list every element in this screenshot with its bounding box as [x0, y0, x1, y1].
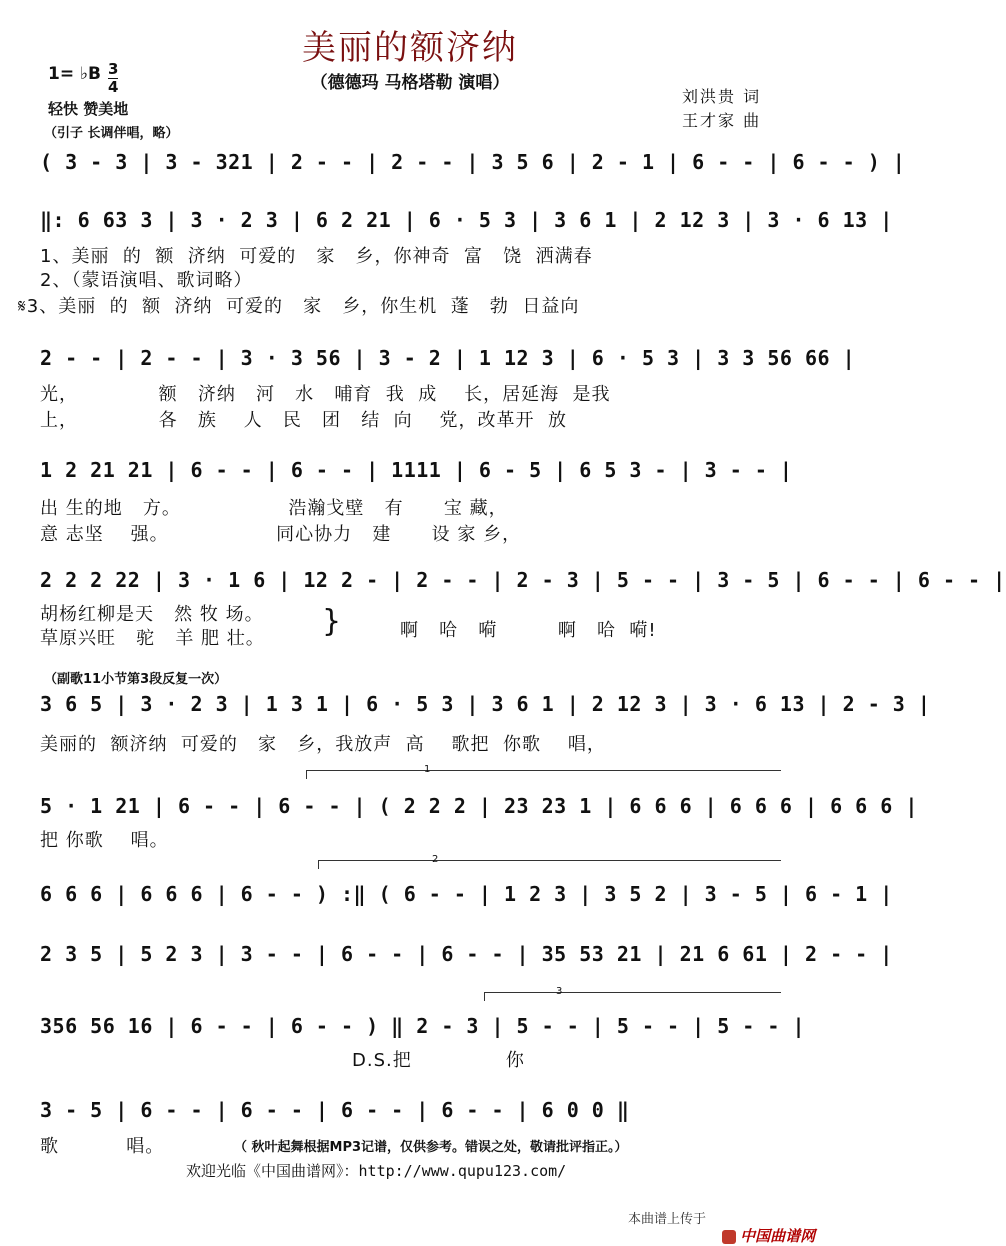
score-line-2: ‖: 6 63 3 | 3 · 2 3 | 6 2 21 | 6 · 5 3 | 3 6 1 | 2 12 3 | 3 · 6 13 | [40, 208, 893, 232]
lyric-line-5a: 胡杨红柳是天 然 牧 场。 [40, 604, 264, 625]
uploaded-note: 本曲谱上传于 [628, 1212, 707, 1227]
volta-number-1: 1 [424, 764, 431, 775]
score-line-4: 1 2 21 21 | 6 - - | 6 - - | 1111 | 6 - 5 | 6 5 3 - | 3 - - | [40, 458, 793, 482]
performers: （德德玛 马格塔勒 演唱） [310, 73, 510, 93]
lyric-line-2c: 𝄋3、美丽 的 额 济纳 可爱的 家 乡，你生机 蓬 勃 日益向 [18, 296, 580, 317]
volta-bracket-2 [318, 860, 781, 869]
site-logo[interactable] [712, 1206, 815, 1246]
key-signature: 1= ♭B [48, 64, 101, 84]
lyric-line-5b: 草原兴旺 驼 羊 肥 壮。 [40, 628, 265, 649]
score-line-9: 2 3 5 | 5 2 3 | 3 - - | 6 - - | 6 - - | 35 53 21 | 21 6 61 | 2 - - | [40, 942, 893, 966]
score-line-11: 3 - 5 | 6 - - | 6 - - | 6 - - | 6 - - | 6 0 0 ‖ [40, 1098, 630, 1122]
lyric-line-6: 美丽的 额济纳 可爱的 家 乡，我放声 高 歌把 你歌 唱， [40, 734, 606, 755]
refrain-brace: } [322, 604, 342, 639]
refrain-lyric: 啊 哈 嗬 啊 哈 嗬! [400, 620, 657, 641]
intro-note: （引子 长调伴唱，略） [44, 126, 179, 141]
tempo-marking: 轻快 赞美地 [48, 100, 129, 118]
lyricist: 刘洪贵 词 [682, 87, 762, 106]
volta-bracket-3 [484, 992, 781, 1001]
repeat-note: （副歌11小节第3段反复一次） [44, 672, 228, 687]
volta-number-2: 2 [432, 854, 439, 865]
lyric-line-3b: 上， 各 族 人 民 团 结 向 党，改革开 放 [40, 410, 567, 431]
lyric-line-3a: 光， 额 济纳 河 水 哺育 我 成 长，居延海 是我 [40, 384, 611, 405]
volta-bracket-1 [306, 770, 781, 779]
lyric-line-2b: 2、（蒙语演唱、歌词略） [40, 270, 253, 291]
lyric-line-7: 把 你歌 唱。 [40, 830, 169, 851]
lyric-line-4a: 出 生的地 方。 浩瀚戈壁 有 宝 藏， [40, 498, 508, 519]
score-line-8: 6 6 6 | 6 6 6 | 6 - - ) :‖ ( 6 - - | 1 2 3 | 3 5 2 | 3 - 5 | 6 - 1 | [40, 882, 893, 906]
score-line-1: ( 3 - 3 | 3 - 321 | 2 - - | 2 - - | 3 5 6 | 2 - 1 | 6 - - | 6 - - ) | [40, 150, 906, 174]
end-lyric: 歌 唱。 [40, 1136, 165, 1157]
logo-icon [722, 1230, 736, 1244]
composer: 王才家 曲 [682, 111, 762, 130]
score-line-7: 5 · 1 21 | 6 - - | 6 - - | ( 2 2 2 | 23 23 1 | 6 6 6 | 6 6 6 | 6 6 6 | [40, 794, 918, 818]
song-title: 美丽的额济纳 [302, 28, 518, 68]
lyric-line-4b: 意 志坚 强。 同心协力 建 设 家 乡， [40, 524, 522, 545]
score-line-5: 2 2 2 22 | 3 · 1 6 | 12 2 - | 2 - - | 2 - 3 | 5 - - | 3 - 5 | 6 - - | 6 - - | [40, 568, 1006, 592]
time-signature-top: 3 [108, 60, 119, 78]
ds-lyric: D.S.把 你 [352, 1050, 525, 1071]
score-line-10: 356 56 16 | 6 - - | 6 - - ) ‖ 2 - 3 | 5 - - | 5 - - | 5 - - | [40, 1014, 806, 1038]
score-line-6: 3 6 5 | 3 · 2 3 | 1 3 1 | 6 · 5 3 | 3 6 1 | 2 12 3 | 3 · 6 13 | 2 - 3 | [40, 692, 931, 716]
score-line-3: 2 - - | 2 - - | 3 · 3 56 | 3 - 2 | 1 12 3 | 6 · 5 3 | 3 3 56 66 | [40, 346, 856, 370]
time-signature-bottom: 4 [108, 78, 119, 96]
logo-text: 中国曲谱网 [740, 1227, 816, 1245]
transcription-comment: （ 秋叶起舞根据MP3记谱，仅供参考。错误之处，敬请批评指正。） [234, 1140, 628, 1155]
welcome-link[interactable]: 欢迎光临《中国曲谱网》：http://www.qupu123.com/ [186, 1162, 567, 1180]
lyric-line-2a: 1、美丽 的 额 济纳 可爱的 家 乡，你神奇 富 饶 洒满春 [40, 246, 593, 267]
volta-number-3: 3 [556, 986, 563, 997]
